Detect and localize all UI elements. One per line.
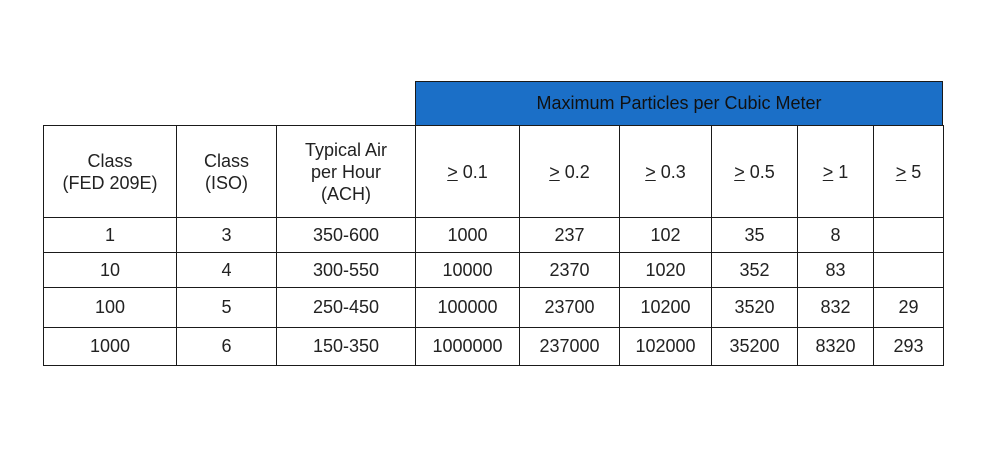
header-particle-0-5 — [712, 126, 798, 218]
header-particle-1 — [798, 126, 874, 218]
header-class-fed — [44, 126, 177, 218]
table-row — [44, 253, 944, 288]
cell-particles-0-5: 3520 — [712, 288, 798, 328]
particle-size-label: 0.3 — [655, 161, 686, 182]
ge-symbol: > — [549, 161, 560, 182]
cell-particles-0-2: 237000 — [520, 328, 620, 366]
header-air-changes-line-2: per Hour — [310, 161, 382, 182]
cell-particles-5: 29 — [874, 288, 944, 328]
cell-class-fed: 1 — [44, 218, 177, 253]
header-class-fed-line-1: Class — [87, 150, 133, 171]
cell-particles-0-2: 237 — [520, 218, 620, 253]
cell-particles-0-2: 23700 — [520, 288, 620, 328]
cell-class-fed: 10 — [44, 253, 177, 288]
cell-particles-0-1: 1000 — [416, 218, 520, 253]
particle-size-label: 1 — [833, 161, 849, 182]
cell-particles-1: 8 — [798, 218, 874, 253]
cell-particles-0-3: 1020 — [620, 253, 712, 288]
cell-particles-0-3: 102000 — [620, 328, 712, 366]
ge-symbol: > — [447, 161, 458, 182]
header-particle-0-2 — [520, 126, 620, 218]
table-title-banner: Maximum Particles per Cubic Meter — [415, 81, 943, 125]
particle-size-label: 5 — [906, 161, 922, 182]
header-particle-5 — [874, 126, 944, 218]
ge-symbol: > — [645, 161, 656, 182]
cell-class-fed: 1000 — [44, 328, 177, 366]
cell-particles-1: 83 — [798, 253, 874, 288]
cell-particles-1: 8320 — [798, 328, 874, 366]
cell-particles-0-5: 35200 — [712, 328, 798, 366]
table-row — [44, 288, 944, 328]
ge-symbol: > — [734, 161, 745, 182]
header-particle-0-1 — [416, 126, 520, 218]
cell-particles-0-1: 1000000 — [416, 328, 520, 366]
cell-particles-0-1: 10000 — [416, 253, 520, 288]
ge-symbol: > — [895, 161, 907, 182]
cell-particles-1: 832 — [798, 288, 874, 328]
cell-particles-0-5: 352 — [712, 253, 798, 288]
table-row — [44, 328, 944, 366]
header-air-changes-line-1: Typical Air — [304, 139, 388, 160]
cell-air-changes: 300-550 — [277, 253, 416, 288]
header-class-iso-line-2: (ISO) — [205, 172, 248, 193]
cell-particles-0-1: 100000 — [416, 288, 520, 328]
ge-symbol: > — [822, 161, 834, 182]
header-class-iso-line-1: Class — [203, 150, 249, 171]
cell-air-changes: 150-350 — [277, 328, 416, 366]
cell-air-changes: 250-450 — [277, 288, 416, 328]
cell-class-iso: 6 — [177, 328, 277, 366]
particle-size-label: 0.5 — [744, 161, 775, 182]
header-particle-0-3 — [620, 126, 712, 218]
cell-class-fed: 100 — [44, 288, 177, 328]
cell-class-iso: 4 — [177, 253, 277, 288]
cell-particles-0-3: 10200 — [620, 288, 712, 328]
header-class-fed-line-2: (FED 209E) — [62, 172, 158, 193]
cell-particles-0-3: 102 — [620, 218, 712, 253]
cell-particles-5 — [874, 253, 944, 288]
header-air-changes-line-3: (ACH) — [321, 183, 371, 204]
cell-particles-5: 293 — [874, 328, 944, 366]
header-row — [44, 126, 944, 218]
header-class-iso — [177, 126, 277, 218]
particle-size-label: 0.2 — [559, 161, 590, 182]
cleanroom-classification-table — [43, 125, 944, 366]
header-air-changes — [277, 126, 416, 218]
particle-size-label: 0.1 — [457, 161, 488, 182]
cell-class-iso: 5 — [177, 288, 277, 328]
table-row — [44, 218, 944, 253]
cell-class-iso: 3 — [177, 218, 277, 253]
cell-particles-0-5: 35 — [712, 218, 798, 253]
cell-particles-0-2: 2370 — [520, 253, 620, 288]
cell-particles-5 — [874, 218, 944, 253]
cell-air-changes: 350-600 — [277, 218, 416, 253]
